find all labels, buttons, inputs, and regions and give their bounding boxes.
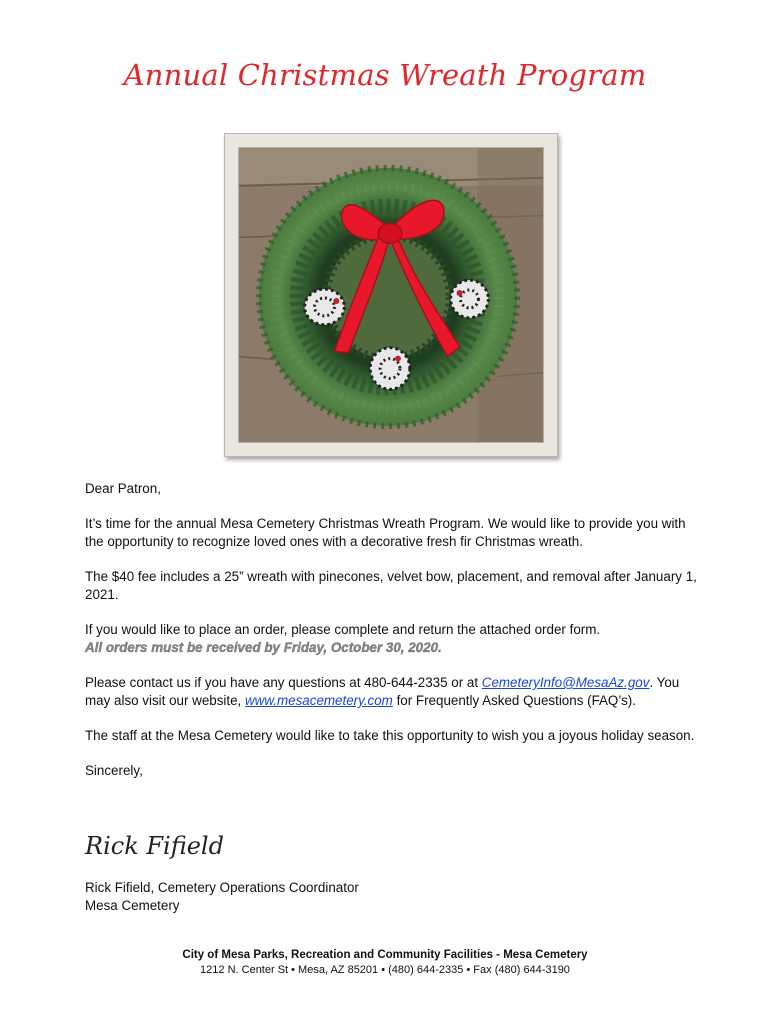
wreath-photo [238, 147, 544, 443]
letter-body [85, 480, 697, 797]
footer-address: 1212 N. Center St • Mesa, AZ 85201 • (480) 644-2335 • Fax (480) 644-3190 [200, 964, 570, 976]
contact-text-mid: . You may also visit our website, [85, 675, 680, 708]
closing: Sincerely, [85, 763, 143, 778]
signature: Rick Fifield [85, 832, 224, 860]
wreath-icon [239, 148, 543, 442]
signer-name-title: Rick Fifield, Cemetery Operations Coordinator [85, 880, 359, 895]
email-link[interactable]: CemeteryInfo@MesaAz.gov [481, 675, 650, 690]
footer-department: City of Mesa Parks, Recreation and Community Facilities - Mesa Cemetery [182, 949, 588, 961]
pinecone-icon [305, 289, 345, 325]
greeting: Dear Patron, [85, 481, 161, 496]
contact-text: Please contact us if you have any questions at 480-644-2335 or at [85, 675, 482, 690]
paragraph-order [85, 621, 697, 657]
paragraph-fee: The $40 fee includes a 25” wreath with pinecones, velvet bow, placement, and removal after January 1, 2021. [85, 569, 697, 602]
signer-block [85, 879, 359, 915]
page-title: Annual Christmas Wreath Program [123, 58, 647, 92]
paragraph-contact [85, 674, 697, 710]
paragraph-wishes: The staff at the Mesa Cemetery would like to take this opportunity to wish you a joyous holiday season. [85, 728, 695, 743]
signer-org: Mesa Cemetery [85, 898, 180, 913]
website-link[interactable]: www.mesacemetery.com [245, 693, 393, 708]
paragraph-intro: It’s time for the annual Mesa Cemetery Christmas Wreath Program. We would like to provide you with the opportunity to recognize loved ones with a decorative fresh fir Christmas wreath. [85, 516, 686, 549]
order-deadline: All orders must be received by Friday, October 30, 2020. [85, 640, 442, 655]
order-instructions: If you would like to place an order, please complete and return the attached order form. [85, 622, 601, 637]
wreath-photo-frame [224, 133, 558, 457]
contact-text-end: for Frequently Asked Questions (FAQ’s). [392, 693, 636, 708]
footer [0, 948, 770, 978]
